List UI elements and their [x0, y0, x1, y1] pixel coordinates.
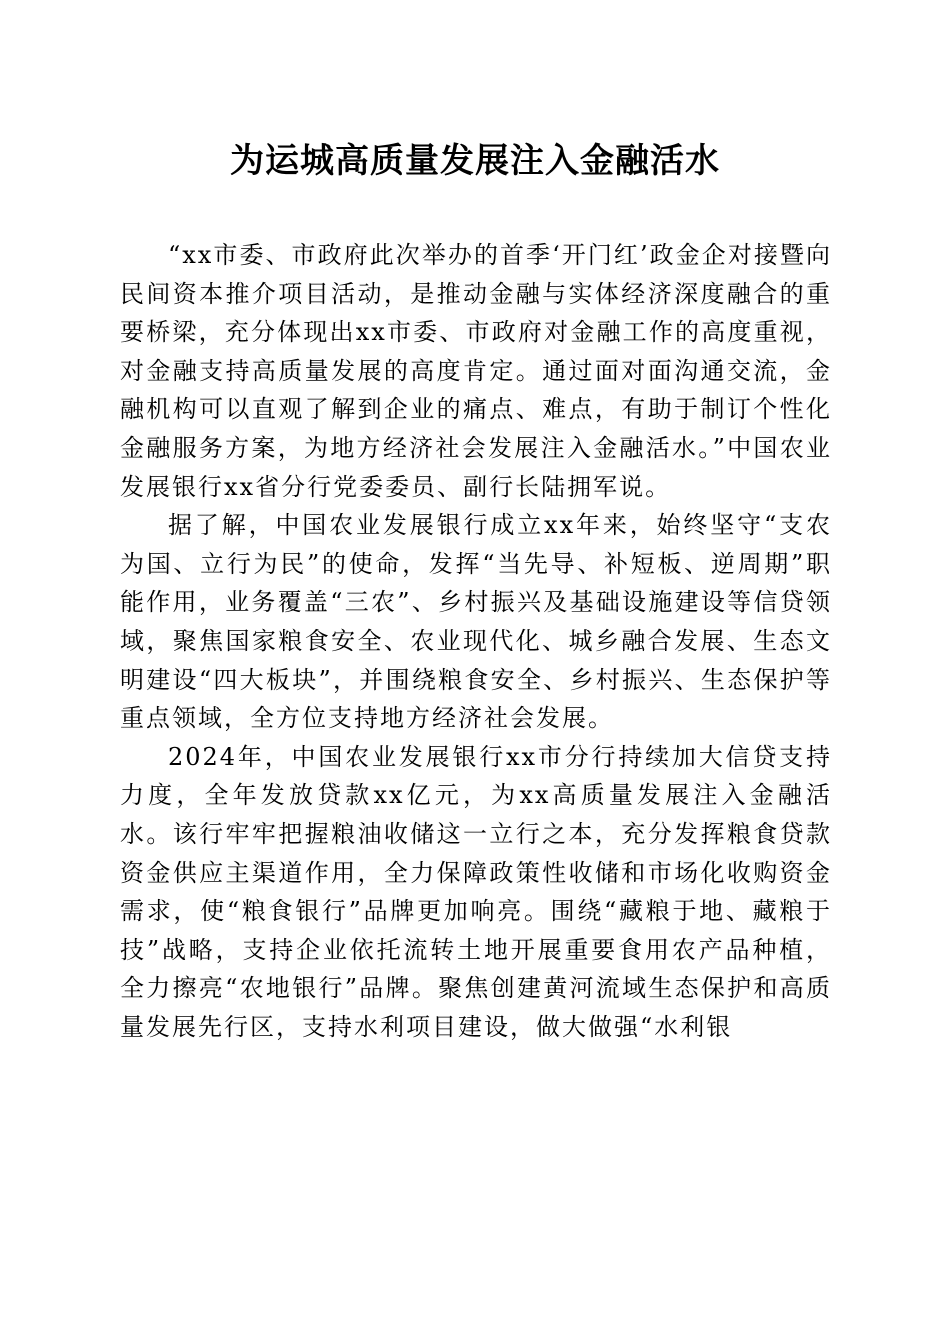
document-body — [120, 236, 832, 1046]
document-title: 为运城高质量发展注入金融活水 — [230, 141, 720, 181]
paragraph: 2024年，中国农业发展银行xx市分行持续加大信贷支持力度，全年发放贷款xx亿元，为xx高质量发展注入金融活水。该行牢牢把握粮油收储这一立行之本，充分发挥粮食贷款资金供应主渠道作用，全力保障政策性收储和市场化收购资金需求，使“粮食银行”品牌更加响亮。围绕“藏粮于地、藏粮于技”战略，支持企业依托流转土地开展重要食用农产品种植，全力擦亮“农地银行”品牌。聚焦创建黄河流域生态保护和高质量发展先行区，支持水利项目建设，做大做强“水利银 — [120, 742, 832, 1041]
paragraph: 据了解，中国农业发展银行成立xx年来，始终坚守“支农为国、立行为民”的使命，发挥“当先导、补短板、逆周期”职能作用，业务覆盖“三农”、乡村振兴及基础设施建设等信贷领域，聚焦国家粮食安全、农业现代化、城乡融合发展、生态文明建设“四大板块”，并围绕粮食安全、乡村振兴、生态保护等重点领域，全方位支持地方经济社会发展。 — [120, 511, 832, 733]
paragraph: “xx市委、市政府此次举办的首季‘开门红’政金企对接暨向民间资本推介项目活动，是推动金融与实体经济深度融合的重要桥梁，充分体现出xx市委、市政府对金融工作的高度重视，对金融支持高质量发展的高度肯定。通过面对面沟通交流，金融机构可以直观了解到企业的痛点、难点，有助于制订个性化金融服务方案，为地方经济社会发展注入金融活水。”中国农业发展银行xx省分行党委委员、副行长陆拥军说。 — [120, 241, 832, 501]
